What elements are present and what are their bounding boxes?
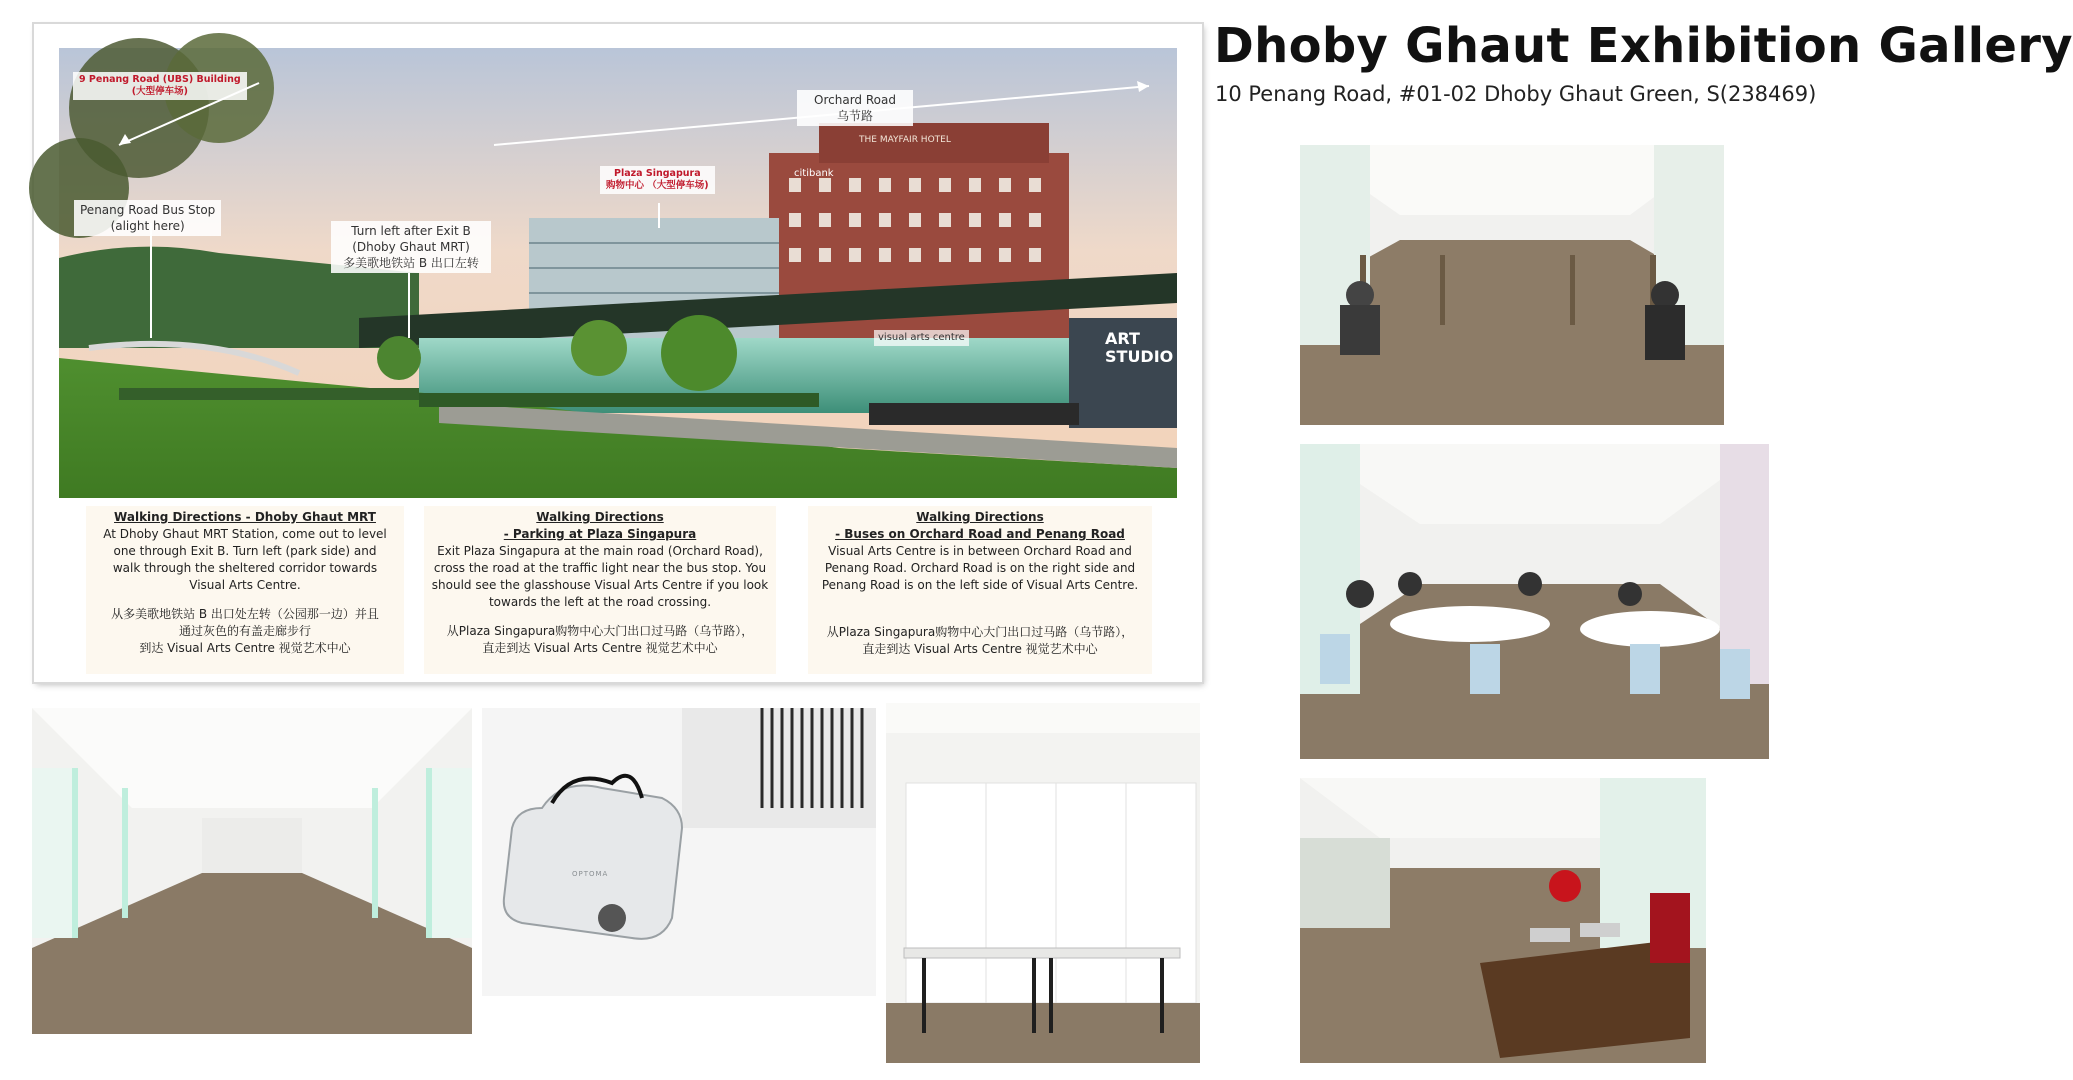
page-title: Dhoby Ghaut Exhibition Gallery [1214, 18, 2073, 74]
workshop-session-photo [1300, 444, 1769, 759]
address-subtitle: 10 Penang Road, #01-02 Dhoby Ghaut Green, S(238469) [1215, 82, 1817, 106]
directions-parking-title: Walking Directions - Parking at Plaza Singapura [503, 510, 697, 541]
plaza-singapura-label: Plaza Singapura 购物中心 （大型停车场) [600, 166, 715, 194]
projector-brand-label: OPTOMA [572, 870, 609, 878]
exit-b-label: Turn left after Exit B (Dhoby Ghaut MRT) 多美歌地铁站 B 出口左转 [331, 221, 491, 273]
art-studio-sign: ART STUDIO [1105, 329, 1174, 366]
tables-photo [886, 703, 1200, 1063]
projector-photo [482, 708, 876, 996]
directions-buses-title: Walking Directions - Buses on Orchard Road and Penang Road [835, 510, 1125, 541]
bus-stop-label: Penang Road Bus Stop (alight here) [74, 200, 221, 236]
catering-setup-photo [1300, 778, 1706, 1063]
ubs-building-label: 9 Penang Road (UBS) Building (大型停车场) [73, 72, 247, 100]
directions-mrt-body: At Dhoby Ghaut MRT Station, come out to level one through Exit B. Turn left (park side) and walk through the sheltered corridor towards Visual Arts Centre. [103, 527, 387, 592]
directions-buses [808, 506, 1152, 674]
location-photo-illustration [59, 48, 1177, 498]
orchard-road-label: Orchard Road 乌节路 [797, 90, 913, 126]
aerial-location-photo [59, 48, 1177, 498]
directions-parking [424, 506, 776, 674]
directions-mrt-title: Walking Directions - Dhoby Ghaut MRT [114, 510, 376, 524]
directions-mrt-chinese: 从多美歌地铁站 B 出口处左转（公园那一边）并且 通过灰色的有盖走廊步行 到达 Visual Arts Centre 视觉艺术中心 [111, 607, 379, 655]
directions-parking-body: Exit Plaza Singapura at the main road (Orchard Road), cross the road at the traffic light near the bus stop. You should see the glasshouse Visual Arts Centre if you look towards the left at the road crossing. [431, 544, 769, 609]
directions-buses-body: Visual Arts Centre is in between Orchard Road and Penang Road. Orchard Road is on the right side and Penang Road is on the left side of Visual Arts Centre. [821, 544, 1139, 592]
empty-gallery-photo [32, 708, 472, 1034]
directions-mrt [86, 506, 404, 674]
directions-parking-chinese: 从Plaza Singapura购物中心大门出口过马路（乌节路）， 直走到达 Visual Arts Centre 视觉艺术中心 [446, 624, 754, 655]
vac-sign: visual arts centre [874, 330, 969, 346]
directions-buses-chinese: 从Plaza Singapura购物中心大门出口过马路（乌节路）， 直走到达 Visual Arts Centre 视觉艺术中心 [826, 625, 1134, 656]
art-class-photo [1300, 145, 1724, 425]
citibank-sign: citibank [794, 168, 834, 179]
hotel-sign: THE MAYFAIR HOTEL [859, 135, 951, 145]
